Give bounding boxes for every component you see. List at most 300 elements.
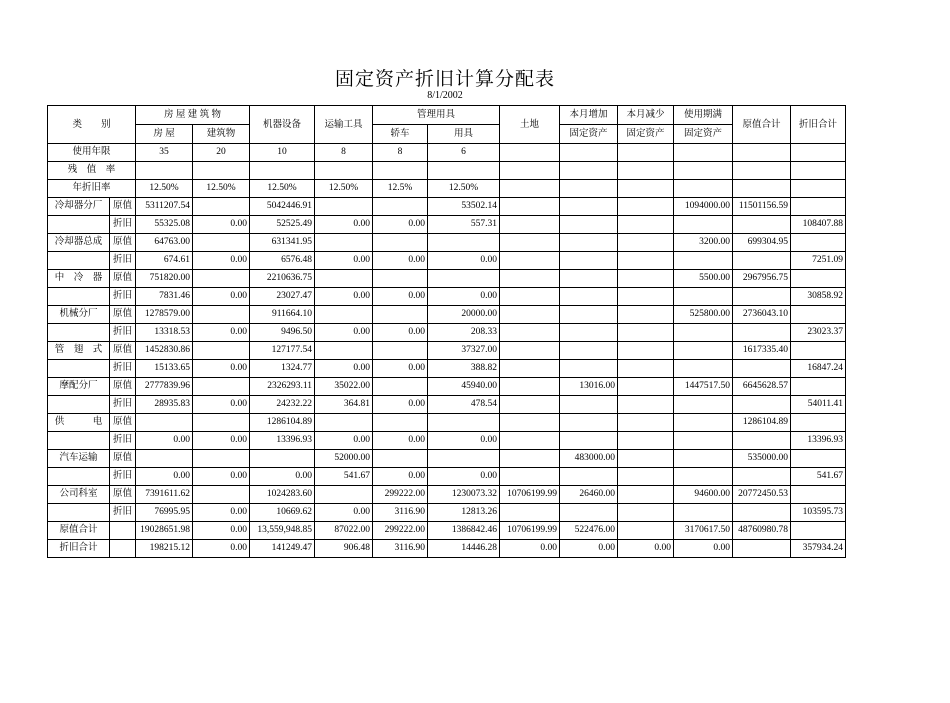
meta-cell: 12.50% [250, 180, 315, 198]
row-type: 原值 [110, 234, 136, 252]
value-cell: 3116.90 [373, 504, 428, 522]
value-cell: 2967956.75 [733, 270, 791, 288]
row-category: 中 冷 器 [48, 270, 110, 288]
value-cell: 13318.53 [136, 324, 193, 342]
meta-cell: 35 [136, 144, 193, 162]
row-type: 原值 [110, 306, 136, 324]
row-type: 折旧 [110, 252, 136, 270]
value-cell: 674.61 [136, 252, 193, 270]
value-cell: 103595.73 [791, 504, 846, 522]
value-cell: 23023.37 [791, 324, 846, 342]
value-cell: 26460.00 [560, 486, 618, 504]
empty-cell [560, 162, 618, 180]
value-cell [373, 414, 428, 432]
total-cell: 0.00 [674, 540, 733, 558]
value-cell [733, 216, 791, 234]
empty-cell [674, 144, 733, 162]
row-category: 公司科室 [48, 486, 110, 504]
row-type: 原值 [110, 270, 136, 288]
empty-cell [618, 162, 674, 180]
value-cell [674, 342, 733, 360]
value-cell: 0.00 [315, 432, 373, 450]
total-cell: 0.00 [618, 540, 674, 558]
value-cell [193, 270, 250, 288]
table-row [48, 396, 846, 414]
value-cell: 6576.48 [250, 252, 315, 270]
value-cell [674, 252, 733, 270]
value-cell [674, 432, 733, 450]
empty-cell [500, 180, 560, 198]
value-cell: 13016.00 [560, 378, 618, 396]
meta-cell: 8 [373, 144, 428, 162]
value-cell [500, 396, 560, 414]
row-type: 原值 [110, 378, 136, 396]
value-cell: 699304.95 [733, 234, 791, 252]
header-tools: 用具 [428, 125, 500, 144]
row-category [48, 216, 110, 234]
table-row [48, 378, 846, 396]
value-cell [791, 198, 846, 216]
row-type: 原值 [110, 450, 136, 468]
value-cell [674, 414, 733, 432]
total-cell: 0.00 [193, 540, 250, 558]
table-row [48, 414, 846, 432]
value-cell: 1024283.60 [250, 486, 315, 504]
value-cell [560, 198, 618, 216]
header-transport: 运输工具 [315, 106, 373, 144]
row-category: 供 电 [48, 414, 110, 432]
value-cell: 108407.88 [791, 216, 846, 234]
value-cell: 1452830.86 [136, 342, 193, 360]
row-type: 原值 [110, 486, 136, 504]
value-cell: 541.67 [315, 468, 373, 486]
table-row [48, 486, 846, 504]
value-cell: 15133.65 [136, 360, 193, 378]
header-expired-1: 使用期满 [674, 106, 733, 125]
value-cell: 525800.00 [674, 306, 733, 324]
value-cell: 1286104.89 [250, 414, 315, 432]
value-cell [618, 360, 674, 378]
value-cell: 7251.09 [791, 252, 846, 270]
total-label: 原值合计 [48, 522, 110, 540]
meta-cell [193, 162, 250, 180]
total-cell: 48760980.78 [733, 522, 791, 540]
value-cell [618, 216, 674, 234]
page-title: 固定资产折旧计算分配表 [334, 68, 555, 90]
value-cell: 0.00 [136, 468, 193, 486]
value-cell [674, 360, 733, 378]
value-cell: 0.00 [373, 468, 428, 486]
table-row [48, 198, 846, 216]
meta-cell: 12.50% [193, 180, 250, 198]
row-category [48, 504, 110, 522]
value-cell: 2736043.10 [733, 306, 791, 324]
empty-cell [674, 180, 733, 198]
value-cell [560, 414, 618, 432]
value-cell [618, 486, 674, 504]
value-cell [193, 450, 250, 468]
value-cell: 0.00 [373, 252, 428, 270]
value-cell [560, 324, 618, 342]
value-cell: 24232.22 [250, 396, 315, 414]
value-cell: 0.00 [428, 288, 500, 306]
value-cell: 299222.00 [373, 486, 428, 504]
empty-cell [500, 162, 560, 180]
value-cell: 0.00 [315, 288, 373, 306]
value-cell [674, 468, 733, 486]
empty-cell [791, 180, 846, 198]
row-category [48, 360, 110, 378]
row-category [48, 288, 110, 306]
value-cell: 1286104.89 [733, 414, 791, 432]
meta-cell [373, 162, 428, 180]
value-cell: 7391611.62 [136, 486, 193, 504]
value-cell [618, 342, 674, 360]
header-decrease-2: 固定资产 [618, 125, 674, 144]
value-cell [373, 342, 428, 360]
value-cell: 0.00 [373, 432, 428, 450]
value-cell [315, 486, 373, 504]
table-row [48, 306, 846, 324]
value-cell: 0.00 [193, 504, 250, 522]
value-cell [560, 234, 618, 252]
value-cell [500, 360, 560, 378]
meta-cell: 20 [193, 144, 250, 162]
meta-cell: 6 [428, 144, 500, 162]
total-label: 折旧合计 [48, 540, 110, 558]
row-category [48, 396, 110, 414]
value-cell: 1324.77 [250, 360, 315, 378]
empty-cell [560, 180, 618, 198]
value-cell [674, 396, 733, 414]
value-cell: 9496.50 [250, 324, 315, 342]
value-cell: 751820.00 [136, 270, 193, 288]
header-house: 房 屋 [136, 125, 193, 144]
meta-cell [428, 162, 500, 180]
value-cell [193, 306, 250, 324]
value-cell: 0.00 [315, 252, 373, 270]
value-cell: 0.00 [136, 432, 193, 450]
value-cell [733, 324, 791, 342]
value-cell: 13396.93 [250, 432, 315, 450]
table-row [48, 432, 846, 450]
value-cell [791, 414, 846, 432]
value-cell [193, 378, 250, 396]
total-cell: 3170617.50 [674, 522, 733, 540]
meta-cell: 12.50% [315, 180, 373, 198]
meta-cell [136, 162, 193, 180]
value-cell [618, 306, 674, 324]
value-cell: 0.00 [193, 288, 250, 306]
value-cell [193, 414, 250, 432]
header-depr-total: 折旧合计 [791, 106, 846, 144]
value-cell: 364.81 [315, 396, 373, 414]
value-cell [618, 198, 674, 216]
value-cell: 12813.26 [428, 504, 500, 522]
value-cell [618, 432, 674, 450]
table-row [48, 360, 846, 378]
value-cell: 535000.00 [733, 450, 791, 468]
value-cell: 631341.95 [250, 234, 315, 252]
value-cell [193, 234, 250, 252]
value-cell: 20772450.53 [733, 486, 791, 504]
value-cell [500, 414, 560, 432]
total-cell: 299222.00 [373, 522, 428, 540]
header-row-2 [48, 125, 846, 144]
row-type: 折旧 [110, 216, 136, 234]
value-cell: 911664.10 [250, 306, 315, 324]
header-category: 类 别 [48, 106, 136, 144]
value-cell [250, 450, 315, 468]
row-type: 原值 [110, 414, 136, 432]
value-cell [500, 216, 560, 234]
value-cell [674, 450, 733, 468]
total-cell: 87022.00 [315, 522, 373, 540]
value-cell [315, 342, 373, 360]
value-cell: 127177.54 [250, 342, 315, 360]
meta-cell: 8 [315, 144, 373, 162]
value-cell: 5500.00 [674, 270, 733, 288]
value-cell [136, 450, 193, 468]
value-cell: 0.00 [250, 468, 315, 486]
value-cell [428, 450, 500, 468]
row-type: 折旧 [110, 432, 136, 450]
header-car: 轿车 [373, 125, 428, 144]
value-cell: 478.54 [428, 396, 500, 414]
header-increase-1: 本月增加 [560, 106, 618, 125]
value-cell: 55325.08 [136, 216, 193, 234]
value-cell [193, 342, 250, 360]
value-cell [618, 324, 674, 342]
value-cell: 0.00 [428, 252, 500, 270]
meta-row [48, 162, 846, 180]
value-cell [618, 414, 674, 432]
value-cell: 388.82 [428, 360, 500, 378]
value-cell [560, 468, 618, 486]
table-row [48, 342, 846, 360]
empty-cell [618, 144, 674, 162]
value-cell [500, 378, 560, 396]
value-cell: 0.00 [193, 216, 250, 234]
value-cell [733, 396, 791, 414]
meta-label: 年折旧率 [48, 180, 136, 198]
total-cell [791, 522, 846, 540]
value-cell [193, 486, 250, 504]
value-cell: 6645628.57 [733, 378, 791, 396]
value-cell: 0.00 [193, 252, 250, 270]
value-cell [500, 468, 560, 486]
value-cell [560, 252, 618, 270]
header-row-1 [48, 106, 846, 125]
meta-cell [250, 162, 315, 180]
row-category: 冷却器分厂 [48, 198, 110, 216]
value-cell: 0.00 [373, 324, 428, 342]
row-category [48, 468, 110, 486]
value-cell [791, 306, 846, 324]
value-cell [560, 396, 618, 414]
table-row [48, 234, 846, 252]
row-type: 折旧 [110, 360, 136, 378]
value-cell: 16847.24 [791, 360, 846, 378]
value-cell: 45940.00 [428, 378, 500, 396]
header-expired-2: 固定资产 [674, 125, 733, 144]
value-cell [500, 342, 560, 360]
value-cell: 23027.47 [250, 288, 315, 306]
value-cell [315, 414, 373, 432]
empty-cell [791, 162, 846, 180]
value-cell: 0.00 [315, 216, 373, 234]
value-cell: 0.00 [373, 396, 428, 414]
value-cell: 1230073.32 [428, 486, 500, 504]
value-cell: 208.33 [428, 324, 500, 342]
empty-cell [733, 162, 791, 180]
value-cell: 1447517.50 [674, 378, 733, 396]
meta-cell: 12.50% [136, 180, 193, 198]
value-cell: 1617335.40 [733, 342, 791, 360]
value-cell: 54011.41 [791, 396, 846, 414]
meta-cell [315, 162, 373, 180]
empty-cell [733, 180, 791, 198]
value-cell: 1094000.00 [674, 198, 733, 216]
value-cell: 7831.46 [136, 288, 193, 306]
meta-label: 使用年限 [48, 144, 136, 162]
header-building-group: 房 屋 建 筑 物 [136, 106, 250, 125]
value-cell [791, 342, 846, 360]
row-type: 原值 [110, 198, 136, 216]
value-cell: 0.00 [193, 468, 250, 486]
value-cell: 0.00 [373, 288, 428, 306]
header-land: 土地 [500, 106, 560, 144]
row-category [48, 252, 110, 270]
value-cell: 483000.00 [560, 450, 618, 468]
value-cell [500, 450, 560, 468]
value-cell: 35022.00 [315, 378, 373, 396]
total-cell: 10706199.99 [500, 522, 560, 540]
value-cell: 52000.00 [315, 450, 373, 468]
value-cell [136, 414, 193, 432]
value-cell: 0.00 [193, 360, 250, 378]
empty-cell [674, 162, 733, 180]
value-cell [560, 360, 618, 378]
value-cell: 557.31 [428, 216, 500, 234]
report-date: 8/1/2002 [427, 90, 463, 101]
value-cell: 2326293.11 [250, 378, 315, 396]
total-cell: 3116.90 [373, 540, 428, 558]
value-cell [315, 306, 373, 324]
total-cell: 13,559,948.85 [250, 522, 315, 540]
value-cell: 0.00 [428, 432, 500, 450]
value-cell [500, 324, 560, 342]
value-cell: 10669.62 [250, 504, 315, 522]
value-cell: 2210636.75 [250, 270, 315, 288]
value-cell: 0.00 [193, 396, 250, 414]
meta-cell: 12.50% [428, 180, 500, 198]
value-cell [373, 450, 428, 468]
value-cell [500, 306, 560, 324]
row-category: 冷却器总成 [48, 234, 110, 252]
total-cell [618, 522, 674, 540]
value-cell: 5311207.54 [136, 198, 193, 216]
value-cell [733, 288, 791, 306]
value-cell: 30858.92 [791, 288, 846, 306]
value-cell: 20000.00 [428, 306, 500, 324]
total-cell: 198215.12 [136, 540, 193, 558]
depreciation-table [47, 105, 846, 558]
value-cell: 5042446.91 [250, 198, 315, 216]
value-cell [560, 504, 618, 522]
total-cell: 0.00 [193, 522, 250, 540]
value-cell: 28935.83 [136, 396, 193, 414]
value-cell: 53502.14 [428, 198, 500, 216]
value-cell [618, 270, 674, 288]
value-cell [791, 450, 846, 468]
row-type: 折旧 [110, 396, 136, 414]
empty-cell [560, 144, 618, 162]
value-cell: 52525.49 [250, 216, 315, 234]
value-cell [791, 234, 846, 252]
value-cell [618, 378, 674, 396]
value-cell [560, 432, 618, 450]
value-cell [560, 270, 618, 288]
total-cell: 0.00 [500, 540, 560, 558]
empty-cell [733, 144, 791, 162]
header-machinery: 机器设备 [250, 106, 315, 144]
value-cell [373, 270, 428, 288]
value-cell: 0.00 [315, 360, 373, 378]
value-cell: 0.00 [193, 324, 250, 342]
header-structure: 建筑物 [193, 125, 250, 144]
total-cell: 906.48 [315, 540, 373, 558]
value-cell: 0.00 [373, 360, 428, 378]
value-cell: 0.00 [373, 216, 428, 234]
value-cell: 10706199.99 [500, 486, 560, 504]
table-row [48, 468, 846, 486]
value-cell: 37327.00 [428, 342, 500, 360]
value-cell [733, 432, 791, 450]
value-cell [428, 270, 500, 288]
value-cell [315, 198, 373, 216]
value-cell [674, 324, 733, 342]
meta-cell: 10 [250, 144, 315, 162]
header-original-total: 原值合计 [733, 106, 791, 144]
value-cell [500, 504, 560, 522]
value-cell [560, 288, 618, 306]
value-cell: 94600.00 [674, 486, 733, 504]
empty-cell [618, 180, 674, 198]
empty-cell [110, 522, 136, 540]
value-cell [674, 216, 733, 234]
table-row [48, 252, 846, 270]
meta-cell: 12.5% [373, 180, 428, 198]
value-cell [500, 252, 560, 270]
value-cell: 1278579.00 [136, 306, 193, 324]
total-cell: 357934.24 [791, 540, 846, 558]
value-cell [373, 378, 428, 396]
total-cell: 19028651.98 [136, 522, 193, 540]
row-type: 折旧 [110, 288, 136, 306]
value-cell [733, 504, 791, 522]
meta-row [48, 180, 846, 198]
total-cell: 141249.47 [250, 540, 315, 558]
value-cell [733, 468, 791, 486]
row-category: 机械分厂 [48, 306, 110, 324]
value-cell [500, 234, 560, 252]
value-cell [618, 450, 674, 468]
table-row [48, 450, 846, 468]
value-cell [315, 270, 373, 288]
value-cell [733, 360, 791, 378]
value-cell [500, 198, 560, 216]
